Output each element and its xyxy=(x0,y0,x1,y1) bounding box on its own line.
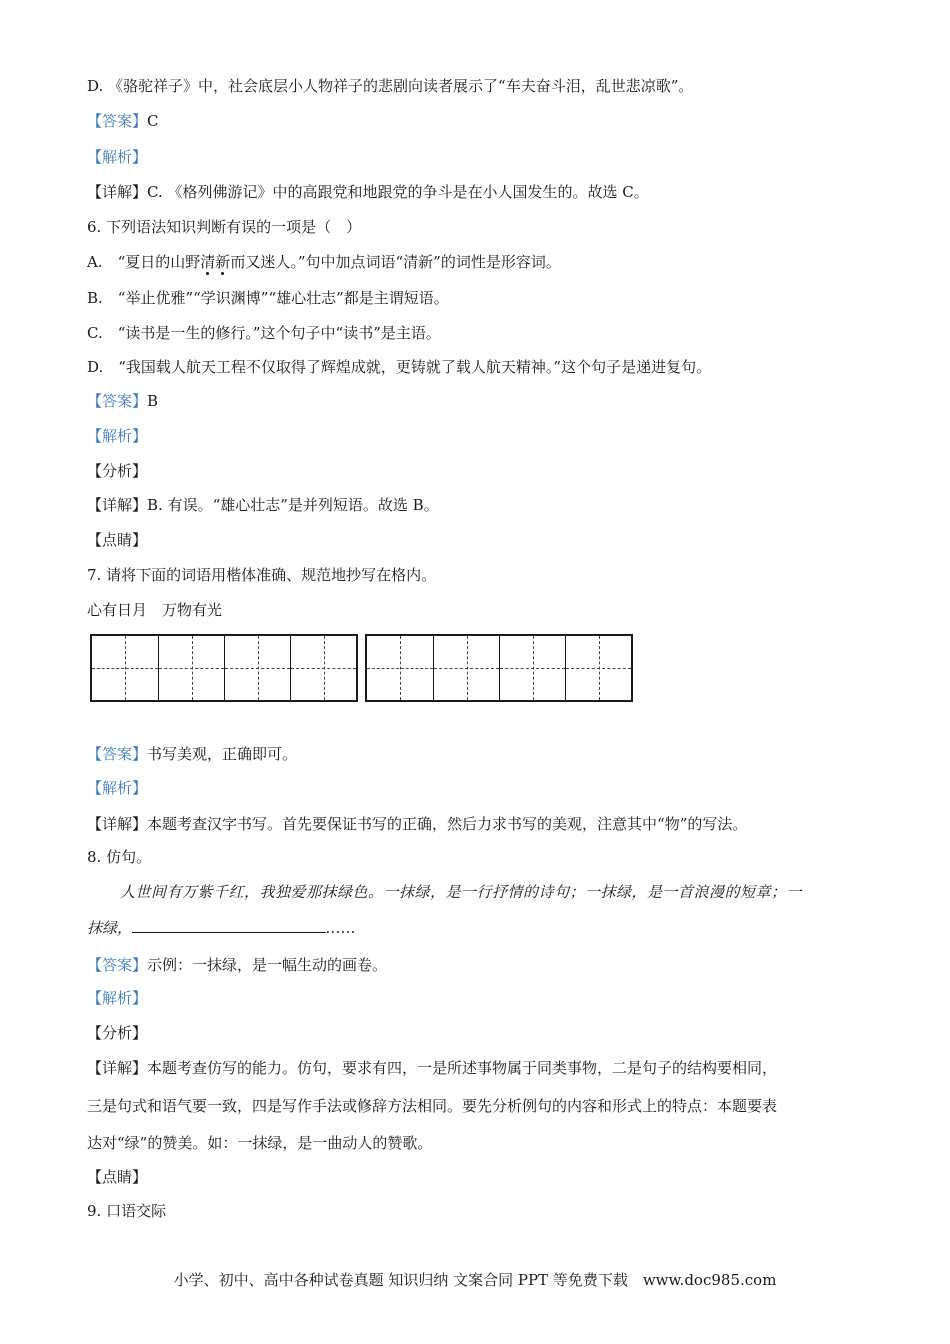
q5-detail xyxy=(87,182,649,202)
grid-cell[interactable] xyxy=(433,636,499,700)
q6-answer xyxy=(87,391,158,411)
fill-blank[interactable] xyxy=(132,918,326,933)
answer-tag: 【答案】 xyxy=(87,956,148,974)
detail-text: 本题考查仿写的能力。仿句，要求有四，一是所述事物属于同类事物，二是句子的结构要相同， xyxy=(147,1059,778,1077)
detail-text: 本题考查汉字书写。首先要保证书写的正确，然后力求书写的美观，注意其中“物”的写法。 xyxy=(147,815,748,833)
detail-tag: 【详解】 xyxy=(87,1059,148,1077)
answer-text: C xyxy=(147,112,159,130)
q7-analysis-tag: 【解析】 xyxy=(87,779,148,797)
q9-stem: 9. 口语交际 xyxy=(87,1202,167,1220)
dotted-char: 清 xyxy=(200,253,216,271)
detail-text: B. 有误。“雄心壮志”是并列短语。故选 B。 xyxy=(147,496,439,514)
q8-fenxi-tag: 【分析】 xyxy=(87,1024,148,1042)
q8-detail-line2: 三是句式和语气要一致，四是写作手法或修辞方法相同。要先分析例句的内容和形式上的特点：本题要表 xyxy=(87,1097,778,1115)
q8-answer xyxy=(87,955,387,975)
detail-text: C. 《格列佛游记》中的高跟党和地跟党的争斗是在小人国发生的。故选 C。 xyxy=(147,183,649,201)
answer-tag: 【答案】 xyxy=(87,392,148,410)
q7-words: 心有日月 万物有光 xyxy=(87,601,223,619)
q6-option-a xyxy=(87,252,561,272)
q8-passage-line2 xyxy=(87,918,356,938)
detail-tag: 【详解】 xyxy=(87,815,148,833)
q8-analysis-tag: 【解析】 xyxy=(87,989,148,1007)
q6-detail xyxy=(87,495,439,515)
passage-post: …… xyxy=(326,919,357,937)
q6-option-d: D. “我国载人航天工程不仅取得了辉煌成就，更铸就了载人航天精神。”这个句子是递进复句。 xyxy=(87,358,712,376)
grid-cell[interactable] xyxy=(290,636,356,700)
q6-fenxi-tag: 【分析】 xyxy=(87,462,148,480)
answer-text: 书写美观，正确即可。 xyxy=(147,745,298,763)
q8-detail-line1 xyxy=(87,1058,777,1078)
q7-stem: 7. 请将下面的词语用楷体准确、规范地抄写在格内。 xyxy=(87,566,437,584)
q6-stem: 6. 下列语法知识判断有误的一项是（ ） xyxy=(87,218,362,236)
answer-text: 示例：一抹绿，是一幅生动的画卷。 xyxy=(147,956,388,974)
q8-stem: 8. 仿句。 xyxy=(87,848,152,866)
writing-grid-left[interactable] xyxy=(90,634,358,702)
q6-analysis-tag: 【解析】 xyxy=(87,427,148,445)
dotted-char: 新 xyxy=(215,253,231,271)
q6-option-c: C. “读书是一生的修行。”这个句子中“读书”是主语。 xyxy=(87,324,441,342)
q5-option-d: D. 《骆驼祥子》中，社会底层小人物祥子的悲剧向读者展示了“车夫奋斗泪，乱世悲凉歌”。 xyxy=(87,77,694,95)
detail-tag: 【详解】 xyxy=(87,183,148,201)
grid-cell[interactable] xyxy=(565,636,631,700)
grid-cell[interactable] xyxy=(158,636,224,700)
q7-detail xyxy=(87,814,747,834)
option-a-post: 而又迷人。”句中加点词语“清新”的词性是形容词。 xyxy=(230,253,561,271)
q5-analysis-tag: 【解析】 xyxy=(87,148,148,166)
q8-passage-line1: 人世间有万紫千红，我独爱那抹绿色。一抹绿，是一行抒情的诗句；一抹绿，是一首浪漫的短章；一 xyxy=(120,883,803,901)
detail-tag: 【详解】 xyxy=(87,496,148,514)
answer-text: B xyxy=(147,392,159,410)
q7-answer xyxy=(87,744,297,764)
grid-cell[interactable] xyxy=(224,636,290,700)
answer-tag: 【答案】 xyxy=(87,112,148,130)
grid-cell[interactable] xyxy=(499,636,565,700)
page-footer: 小学、初中、高中各种试卷真题 知识归纳 文案合同 PPT 等免费下载 www.doc985.com xyxy=(173,1271,777,1289)
q6-dianjing-tag: 【点睛】 xyxy=(87,531,148,549)
q8-detail-line3: 达对“绿”的赞美。如：一抹绿，是一曲动人的赞歌。 xyxy=(87,1134,433,1152)
grid-cell[interactable] xyxy=(367,636,433,700)
writing-grid-right[interactable] xyxy=(365,634,633,702)
q8-dianjing-tag: 【点睛】 xyxy=(87,1168,148,1186)
answer-tag: 【答案】 xyxy=(87,745,148,763)
q5-answer xyxy=(87,111,159,131)
passage-pre: 抹绿， xyxy=(87,919,133,937)
grid-cell[interactable] xyxy=(92,636,158,700)
option-a-pre: A. “夏日的山野 xyxy=(87,253,201,271)
q6-option-b: B. “举止优雅”“学识渊博”“雄心壮志”都是主谓短语。 xyxy=(87,289,449,307)
